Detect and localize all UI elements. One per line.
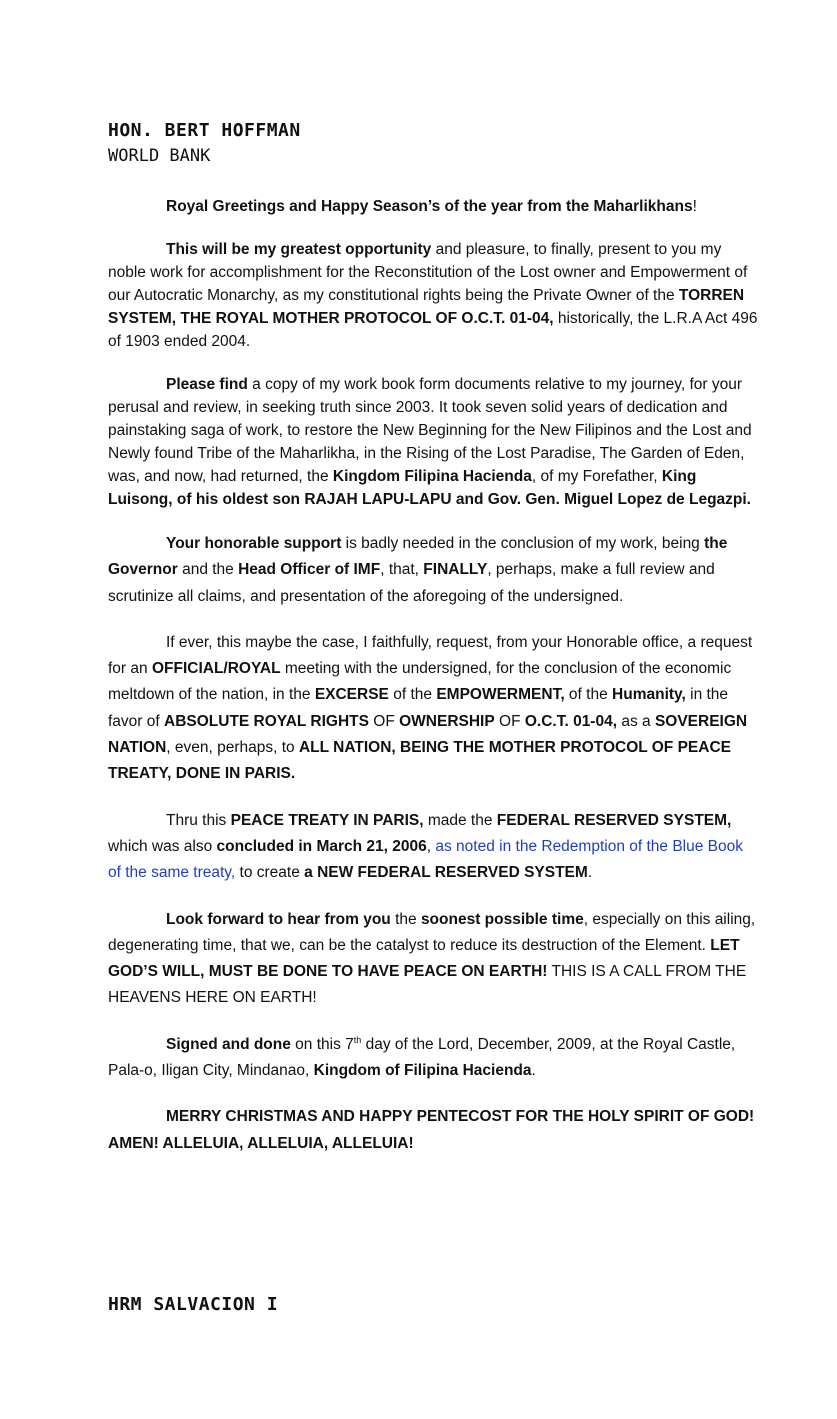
p3-text-3: , that,: [380, 561, 424, 579]
p6-bold-1: Look forward to hear from you: [166, 910, 391, 928]
p5-bold-4: a NEW FEDERAL RESERVED SYSTEM: [304, 864, 588, 882]
ordinal-suffix: th: [353, 1034, 362, 1045]
p4-bold-7: O.C.T. 01-04,: [524, 712, 618, 730]
p5-text-3: which was also: [108, 837, 217, 855]
p3-text-1: is badly needed in the conclusion of my work, being: [341, 535, 705, 552]
p4-bold-1: OFFICIAL/ROYAL: [151, 660, 281, 678]
p5-bold-1: PEACE TREATY IN PARIS,: [230, 811, 424, 829]
p4-bold-5: ABSOLUTE ROYAL RIGHTS: [164, 712, 369, 730]
p4-bold-9: ALL NATION, BEING THE MOTHER PROTOCOL OF PEACE TREATY, DONE IN PARIS.: [108, 739, 731, 783]
p4-bold-8: SOVEREIGN NATION: [108, 712, 748, 757]
p4-bold-2: EXCERSE: [314, 686, 389, 704]
p4-text-8: as a: [617, 712, 655, 730]
letter-body: [108, 118, 758, 1157]
addressee-name: HON. BERT HOFFMAN: [108, 120, 301, 141]
greeting: [108, 195, 758, 218]
p1-text-2: historically, the L.R.A Act 496 of 1903 ended 2004.: [108, 310, 758, 350]
p1-bold-2: TORREN SYSTEM, THE ROYAL MOTHER PROTOCOL OF O.C.T. 01-04,: [108, 287, 745, 327]
p3-bold-3: Head Officer of IMF: [238, 561, 381, 579]
p5-text-2: made the: [423, 811, 497, 829]
greeting-end: !: [692, 198, 697, 215]
p5-bold-3: concluded in March 21, 2006: [216, 837, 427, 855]
p2-bold-3: King Luisong, of his oldest son RAJAH LAPU-LAPU and Gov. Gen. Miguel Lopez de Legazpi.: [108, 468, 751, 508]
p2-text-2: , of my Forefather,: [531, 468, 662, 485]
p6-text-3: THIS IS A CALL FROM THE HEAVENS HERE ON EARTH!: [108, 963, 747, 1007]
paragraph-look-forward: [108, 907, 758, 1012]
closing-blessing: [108, 1104, 758, 1157]
p3-bold-1: Your honorable support: [166, 535, 342, 552]
p5-text-4: ,: [426, 837, 436, 855]
p6-bold-2: soonest possible time: [420, 910, 584, 928]
p3-bold-2: the Governor: [108, 535, 728, 579]
p7-text-2: day of the Lord, December, 2009, at the Royal Castle, Pala-o, Iligan City, Mindanao,: [108, 1035, 736, 1080]
p4-text-3: of the: [388, 686, 437, 704]
p7-text-1: on this 7: [290, 1035, 354, 1053]
p4-text-6: OF: [368, 712, 400, 730]
p4-bold-3: EMPOWERMENT,: [436, 686, 565, 704]
p4-text-9: , even, perhaps, to: [166, 739, 299, 757]
p3-bold-4: FINALLY: [423, 561, 488, 579]
p4-text-1: If ever, this maybe the case, I faithfully, request, from your Honorable office, a request for an: [108, 633, 753, 678]
p7-bold-2: Kingdom of Filipina Hacienda: [313, 1062, 532, 1080]
p5-text-5: to create: [235, 864, 305, 882]
p4-bold-6: OWNERSHIP: [399, 712, 495, 730]
paragraph-opportunity: [108, 238, 758, 353]
p5-text-6: .: [587, 864, 593, 882]
paragraph-please-find: [108, 373, 758, 511]
p4-text-4: of the: [564, 686, 613, 704]
p2-bold-2: Kingdom Filipina Hacienda: [332, 468, 532, 485]
p6-text-2: , especially on this ailing, degenerating time, that we, can be the catalyst to reduce its destruction of the Element.: [108, 910, 756, 954]
p2-bold-1: Please find: [166, 376, 248, 393]
p7-text-3: .: [531, 1062, 536, 1080]
p7-bold-1: Signed and done: [166, 1035, 291, 1053]
p1-text-1: and pleasure, to finally, present to you my noble work for accomplishment for the Reconstitution of the Lost owner and Empowerment of our Autocratic Monarchy, as my constitutional rights being the Private Owner of the: [108, 241, 748, 304]
p6-text-1: the: [390, 910, 421, 928]
p4-text-5: in the favor of: [108, 686, 729, 730]
p1-bold-1: This will be my greatest opportunity: [166, 241, 432, 258]
blue-book-note: as noted in the Redemption of the Blue Book of the same treaty,: [108, 837, 743, 882]
greeting-text: Royal Greetings and Happy Season’s of the year from the Maharlikhans: [166, 198, 693, 215]
p3-text-4: , perhaps, make a full review and scrutinize all claims, and presentation of the aforegoing of the undersigned.: [108, 561, 715, 605]
p4-text-7: OF: [494, 712, 525, 730]
p6-bold-3: LET GOD’S WILL, MUST BE DONE TO HAVE PEACE ON EARTH!: [108, 936, 740, 981]
addressee-organization: WORLD BANK: [108, 146, 211, 166]
p3-text-2: and the: [177, 561, 239, 579]
paragraph-signed: [108, 1032, 758, 1085]
p5-text-1: Thru this: [166, 811, 231, 829]
p4-text-2: meeting with the undersigned, for the conclusion of the economic meltdown of the nation, in the: [108, 660, 732, 704]
paragraph-peace-treaty: [108, 808, 758, 887]
p2-text-1: a copy of my work book form documents relative to my journey, for your perusal and review, in seeking truth since 2003. It took seven solid years of dedication and painstaking saga of work, to restore the New Beginning for the New Filipinos and the Lost and Newly found Tribe of the Maharlikha, in the Rising of the Lost Paradise, The Garden of Eden, was, and now, had returned, the: [108, 376, 752, 485]
signature-name: HRM SALVACION I: [108, 1294, 279, 1315]
p4-bold-4: Humanity,: [612, 686, 686, 704]
paragraph-support: [108, 531, 758, 610]
closing-text: MERRY CHRISTMAS AND HAPPY PENTECOST FOR THE HOLY SPIRIT OF GOD! AMEN! ALLELUIA, ALLELUIA, ALLELUIA!: [108, 1108, 755, 1152]
p5-bold-2: FEDERAL RESERVED SYSTEM,: [496, 811, 732, 829]
paragraph-request: [108, 630, 758, 788]
